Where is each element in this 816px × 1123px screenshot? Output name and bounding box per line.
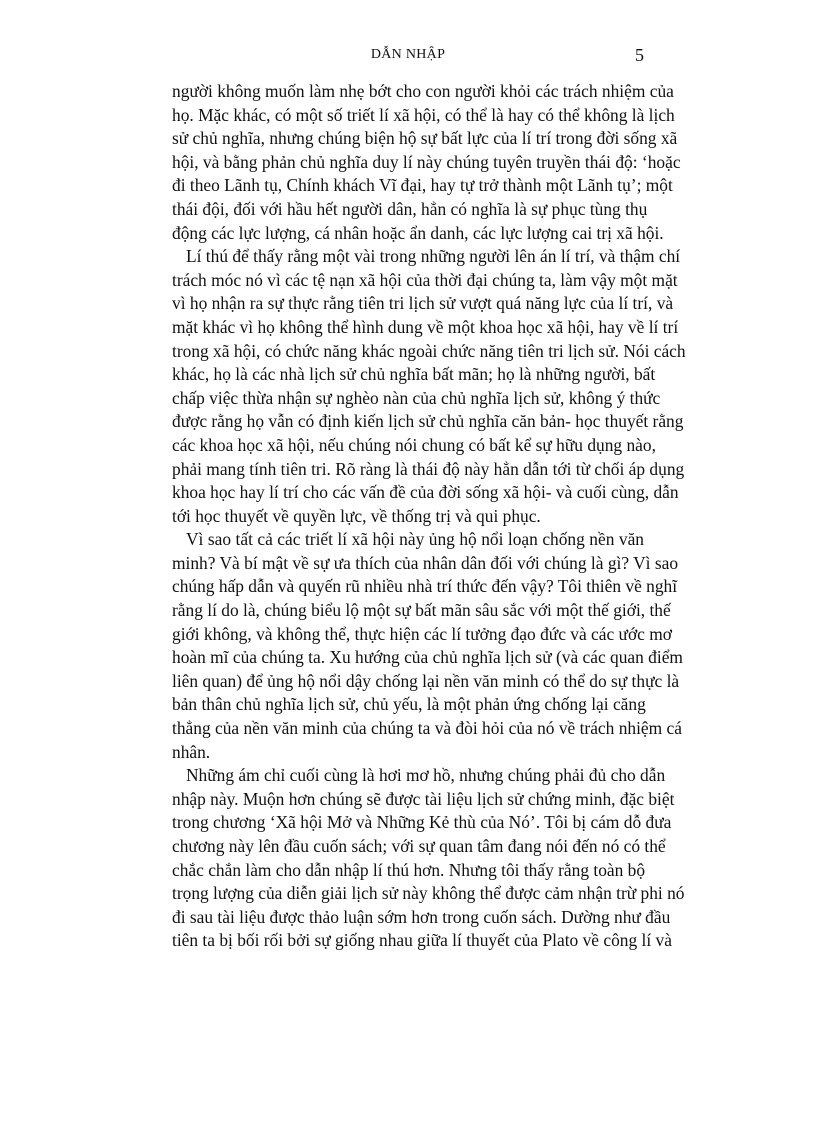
text-line: hoàn mĩ của chúng ta. Xu hướng của chủ nghĩa lịch sử (và các quan điểm xyxy=(172,647,683,668)
text-line: tiên ta bị bối rối bởi sự giống nhau giữa lí thuyết của Plato về công lí và xyxy=(172,930,672,951)
text-line: hội, và bằng phản chủ nghĩa duy lí này chúng tuyên truyền thái độ: ‘hoặc xyxy=(172,151,681,172)
text-line: trong chương ‘Xã hội Mở và Những Kẻ thù của Nó’. Tôi bị cám dỗ đưa xyxy=(172,812,672,833)
text-line: tới học thuyết về quyền lực, về thống trị và qui phục. xyxy=(172,505,541,526)
paragraph xyxy=(172,80,681,245)
text-line: nhập này. Muộn hơn chúng sẽ được tài liệu lịch sử chứng minh, đặc biệt xyxy=(172,788,675,809)
text-line: liên quan) để ủng hộ nổi dậy chống lại nền văn minh có thể do sự thực là xyxy=(172,670,680,691)
page-number: 5 xyxy=(635,45,644,65)
text-line: người không muốn làm nhẹ bớt cho con người khỏi các trách nhiệm của xyxy=(172,81,674,101)
paragraph xyxy=(172,764,685,953)
text-line: thẳng của nền văn minh của chúng ta và đòi hỏi của nó về trách nhiệm cá xyxy=(172,718,682,739)
text-line: nhân. xyxy=(172,741,211,762)
text-line: mặt khác vì họ không thể hình dung về một khoa học xã hội, hay về lí trí xyxy=(172,316,679,337)
text-line: khoa học hay lí trí cho các vấn đề của đời sống xã hội- và cuối cùng, dẫn xyxy=(172,482,679,503)
text-line: Lí thú để thấy rằng một vài trong những người lên án lí trí, và thậm chí xyxy=(186,246,681,267)
text-line: sử chủ nghĩa, nhưng chúng biện hộ sự bất lực của lí trí trong đời sống xã xyxy=(172,128,678,149)
text-line: chấp việc thừa nhận sự nghèo nàn của chủ nghĩa lịch sử, không ý thức xyxy=(172,387,661,408)
text-line: minh? Và bí mật về sự ưa thích của nhân dân đối với chúng là gì? Vì sao xyxy=(172,552,679,573)
text-line: Những ám chỉ cuối cùng là hơi mơ hồ, nhưng chúng phải đủ cho dẫn xyxy=(186,765,666,786)
paragraph xyxy=(172,528,683,764)
text-line: rằng lí do là, chúng biểu lộ một sự bất mãn sâu sắc với một thế giới, thế xyxy=(172,600,671,621)
body-text xyxy=(172,80,686,953)
text-line: chương này lên đầu cuốn sách; với sự quan tâm đang nói đến nó có thể xyxy=(172,836,666,856)
text-line: giới không, và không thể, thực hiện các lí tưởng đạo đức và các ước mơ xyxy=(172,623,672,644)
running-title: DẪN NHẬP xyxy=(370,47,446,62)
text-line: trách móc nó vì các tệ nạn xã hội của thời đại chúng ta, làm vậy một mặt xyxy=(172,269,678,290)
text-line: các khoa học xã hội, nếu chúng nói chung có bất kể sự hữu dụng nào, xyxy=(172,434,656,455)
text-line: chúng hấp dẫn và quyến rũ nhiều nhà trí thức đến vậy? Tôi thiên về nghĩ xyxy=(172,576,678,597)
text-line: chắc chắn làm cho dẫn nhập lí thú hơn. Nhưng tôi thấy rằng toàn bộ xyxy=(172,859,646,880)
text-line: được rằng họ vẫn có định kiến lịch sử chủ nghĩa căn bản- học thuyết rằng xyxy=(172,411,684,432)
text-line: khác, họ là các nhà lịch sử chủ nghĩa bất mãn; họ là những người, bất xyxy=(172,364,656,385)
text-line: đi sau tài liệu được thảo luận sớm hơn trong cuốn sách. Dường như đầu xyxy=(172,906,671,927)
page-header xyxy=(172,47,644,67)
text-line: bản thân chủ nghĩa lịch sử, chủ yếu, là một phản ứng chống lại căng xyxy=(172,694,646,715)
text-line: đi theo Lãnh tụ, Chính khách Vĩ đại, hay tự trở thành một Lãnh tụ’; một xyxy=(172,175,673,196)
text-line: Vì sao tất cả các triết lí xã hội này ủng hộ nổi loạn chống nền văn xyxy=(186,529,644,550)
text-line: trọng lượng của diễn giải lịch sử này không thể được cảm nhận trừ phi nó xyxy=(172,883,685,904)
text-line: động các lực lượng, cá nhân hoặc ẩn danh, các lực lượng cai trị xã hội. xyxy=(172,222,664,243)
paragraph xyxy=(172,245,686,528)
text-line: phải mang tính tiên tri. Rõ ràng là thái độ này hẳn dẫn tới từ chối áp dụng xyxy=(172,458,685,479)
text-line: vì họ nhận ra sự thực rằng tiên tri lịch sử vượt quá năng lực của lí trí, và xyxy=(172,293,674,314)
text-line: thái đội, đối với hầu hết người dân, hẳn có nghĩa là sự phục tùng thụ xyxy=(172,198,648,219)
text-line: họ. Mặc khác, có một số triết lí xã hội, có thể là hay có thể không là lịch xyxy=(172,104,675,125)
text-line: trong xã hội, có chức năng khác ngoài chức năng tiên tri lịch sử. Nói cách xyxy=(172,340,686,361)
